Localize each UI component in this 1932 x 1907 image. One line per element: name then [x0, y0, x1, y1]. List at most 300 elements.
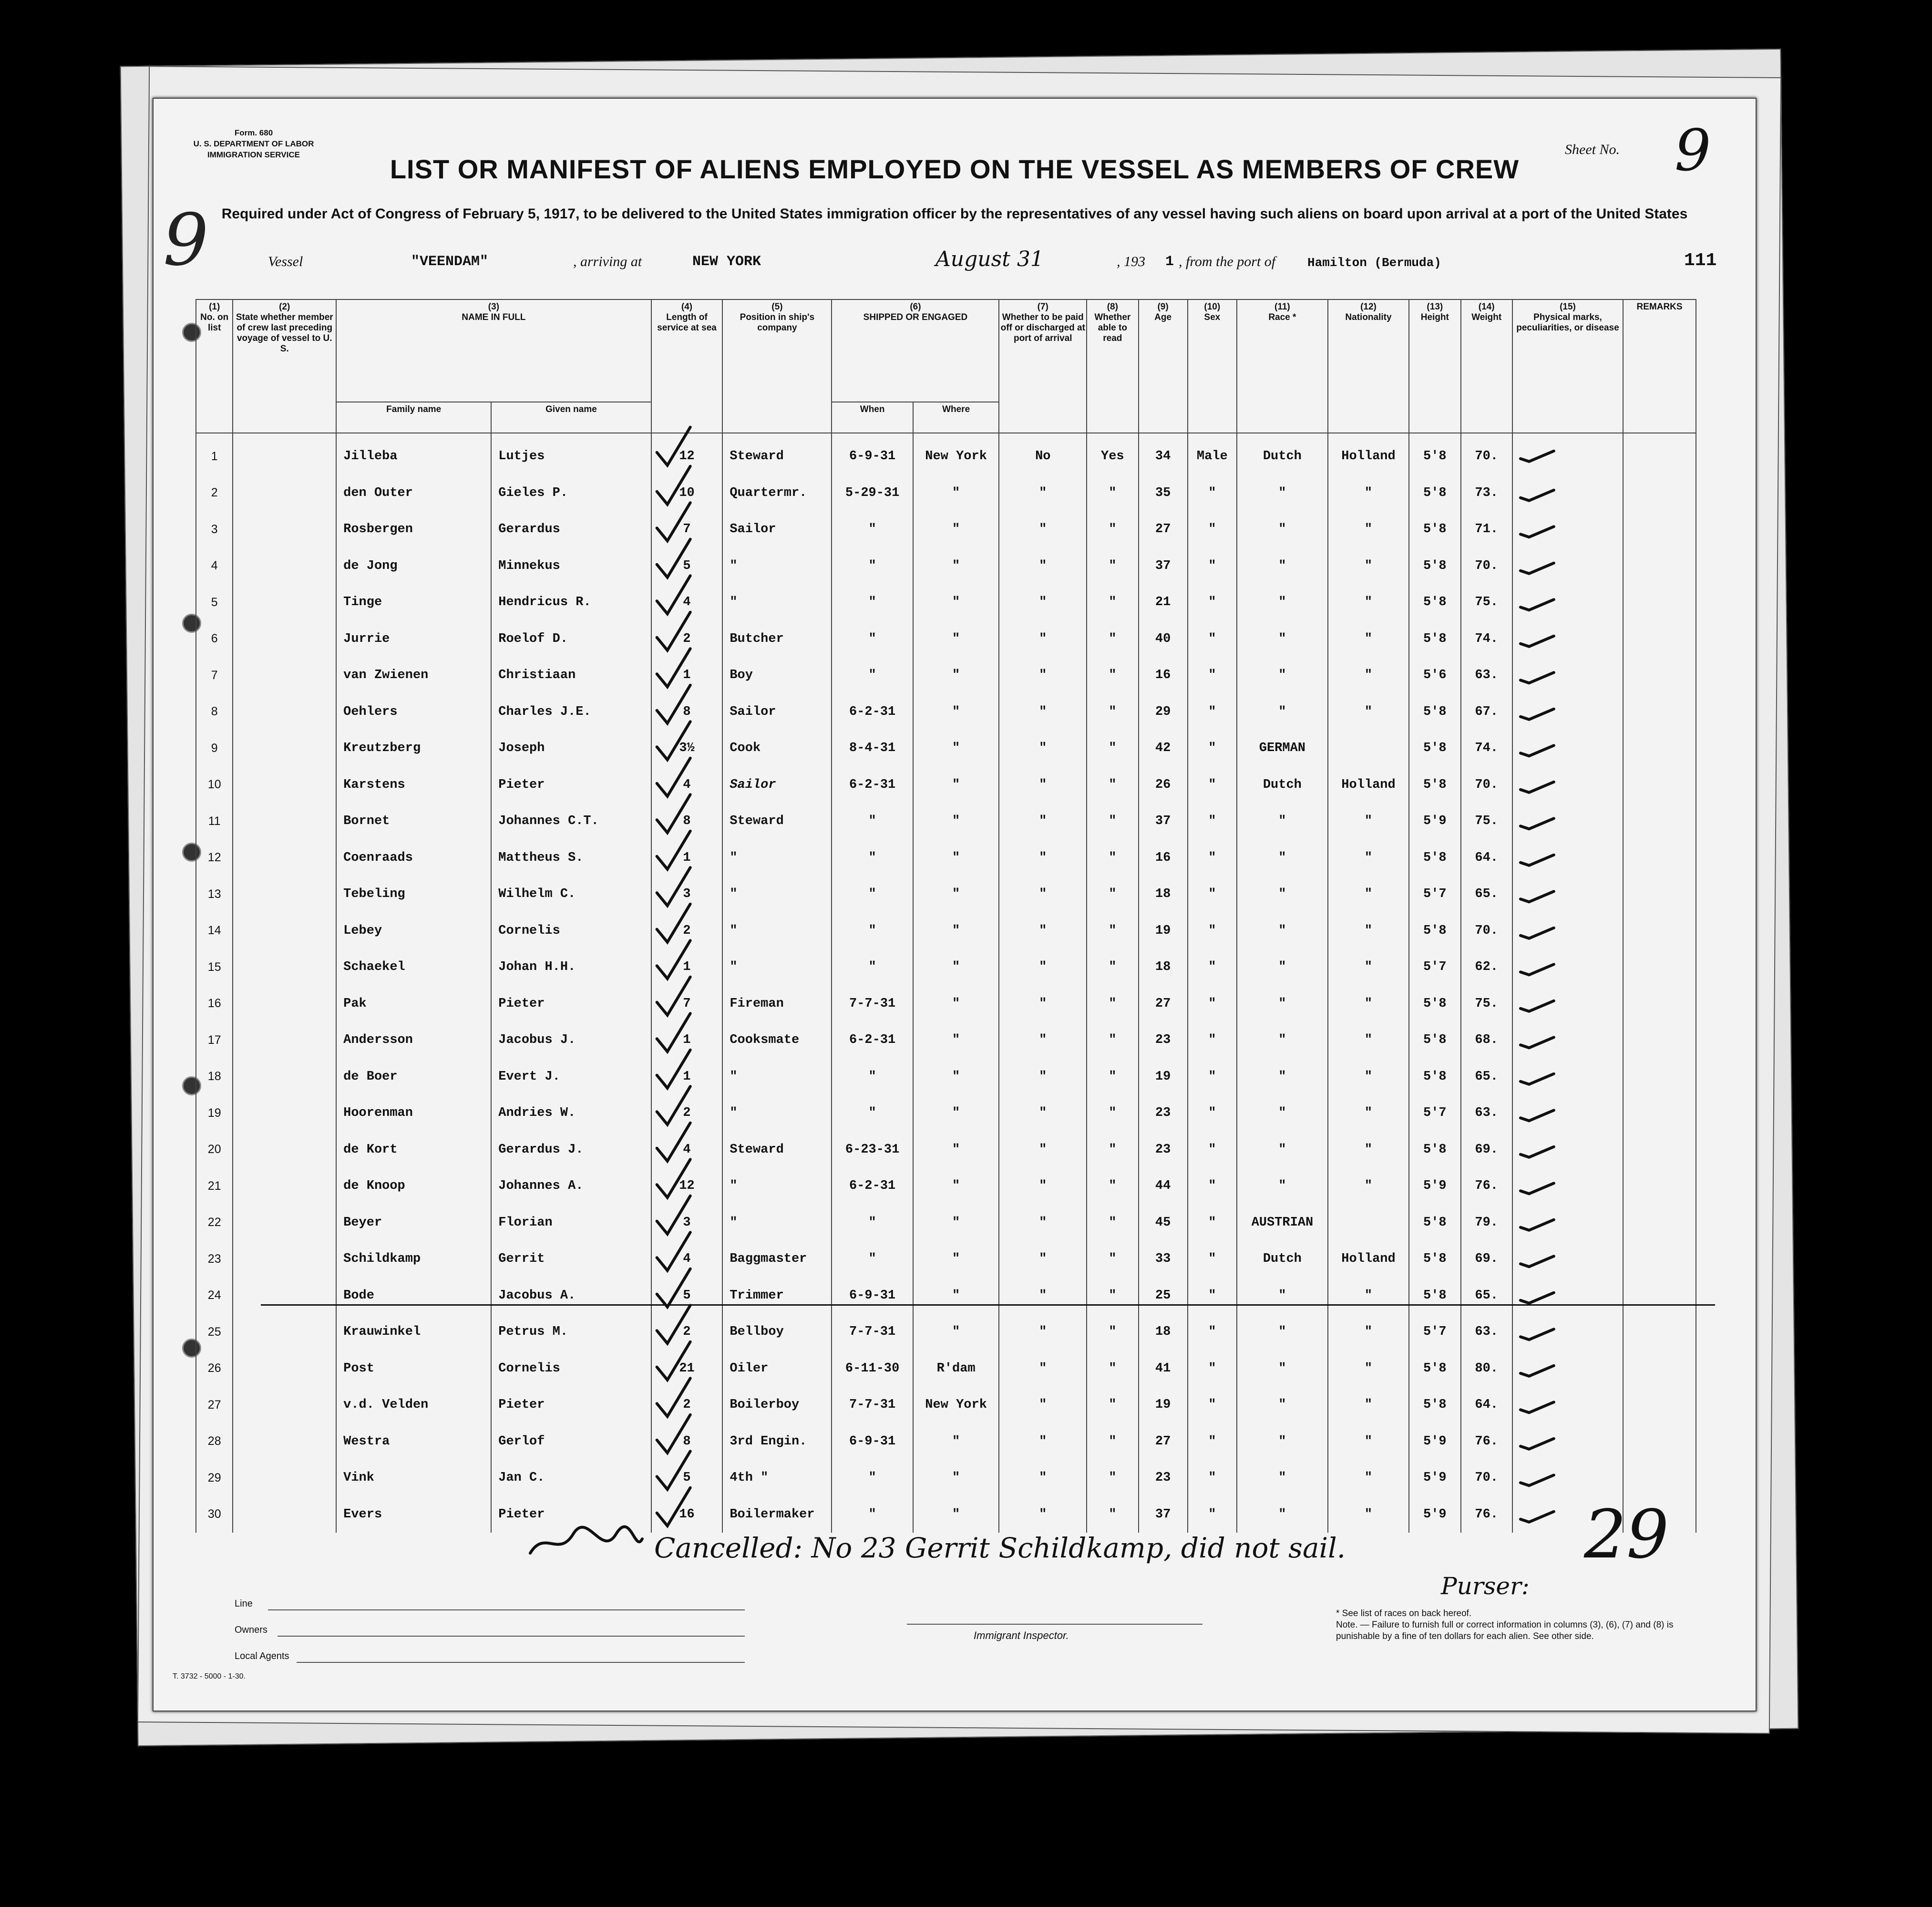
cell-position: Baggmaster	[722, 1241, 832, 1278]
cell-paid: "	[999, 1132, 1087, 1168]
cell-position: Boilermaker	[722, 1496, 832, 1533]
cell-family: v.d. Velden	[336, 1387, 491, 1423]
header-position: (5) Position in ship's company	[722, 299, 832, 433]
tick-mark	[1521, 818, 1554, 829]
check-mark	[657, 867, 690, 906]
check-mark	[657, 685, 690, 723]
cell-race: "	[1237, 1350, 1328, 1387]
cell-height: 5'9	[1409, 1168, 1460, 1205]
tick-mark	[1521, 599, 1554, 610]
cell-family: Hoorenman	[336, 1095, 491, 1132]
cell-read: "	[1087, 548, 1138, 585]
cell-family: Krauwinkel	[336, 1314, 491, 1350]
cell-race: "	[1237, 1095, 1328, 1132]
cell-height: 5'8	[1409, 1241, 1460, 1278]
cell-paid: "	[999, 511, 1087, 548]
sheet-number: 9	[1675, 118, 1711, 184]
cell-paid: "	[999, 730, 1087, 767]
cell-no: 2	[196, 475, 233, 512]
tick-mark	[1521, 490, 1554, 501]
cell-family: Tebeling	[336, 876, 491, 913]
cell-weight: 70.	[1461, 548, 1512, 585]
cell-given: Pieter	[491, 1387, 651, 1423]
cell-no: 11	[196, 803, 233, 840]
cell-no: 7	[196, 657, 233, 694]
cell-race: "	[1237, 548, 1328, 585]
cell-where: "	[913, 511, 999, 548]
cell-read: "	[1087, 1205, 1138, 1241]
check-mark	[657, 576, 690, 614]
cell-age: 18	[1139, 876, 1188, 913]
cell-nationality: "	[1328, 1168, 1409, 1205]
cell-read: "	[1087, 840, 1138, 876]
cell-family: de Kort	[336, 1132, 491, 1168]
cell-read: "	[1087, 1423, 1138, 1460]
cell-sex: "	[1188, 1423, 1237, 1460]
cell-given: Evert J.	[491, 1059, 651, 1095]
cell-paid: "	[999, 840, 1087, 876]
cell-paid: "	[999, 1423, 1087, 1460]
cell-given: Gerardus J.	[491, 1132, 651, 1168]
cell-sex: "	[1188, 1278, 1237, 1314]
cell-service: 12	[651, 433, 723, 475]
cell-nationality: "	[1328, 840, 1409, 876]
cell-service: 2	[651, 1095, 723, 1132]
cell-age: 37	[1139, 1496, 1188, 1533]
check-mark	[657, 1232, 690, 1270]
cell-height: 5'7	[1409, 1095, 1460, 1132]
cell-position: Steward	[722, 803, 832, 840]
cell-paid: "	[999, 657, 1087, 694]
cell-service: 1	[651, 949, 723, 986]
cell-weight: 76.	[1461, 1496, 1512, 1533]
cell-when: "	[832, 803, 913, 840]
form-department: U. S. DEPARTMENT OF LABOR	[193, 139, 314, 148]
cell-position: "	[722, 1059, 832, 1095]
cell-given: Joseph	[491, 730, 651, 767]
cell-weight: 73.	[1461, 475, 1512, 512]
cell-sex: "	[1188, 1205, 1237, 1241]
cell-when: 6-9-31	[832, 1278, 913, 1314]
cell-read: "	[1087, 1241, 1138, 1278]
cell-no: 10	[196, 767, 233, 804]
tick-mark	[1521, 1110, 1554, 1121]
cell-no: 29	[196, 1460, 233, 1496]
from-label: , from the port of	[1179, 254, 1276, 269]
cell-weight: 65.	[1461, 876, 1512, 913]
cell-nationality: "	[1328, 1095, 1409, 1132]
cell-given: Cornelis	[491, 913, 651, 949]
margin-mark: 9	[163, 199, 209, 282]
header-paid-off: (7) Whether to be paid off or discharged at port of arrival	[999, 299, 1087, 433]
cell-family: Vink	[336, 1460, 491, 1496]
cell-read: "	[1087, 1022, 1138, 1059]
requirement-text: Required under Act of Congress of February 5, 1917, to be delivered to the United States immigration officer by the representatives of any vessel having such aliens on board upon arrival at a port of the United States	[221, 206, 1688, 222]
inspector-rule	[907, 1624, 1202, 1625]
line-rule	[268, 1609, 745, 1610]
cell-no: 1	[196, 433, 233, 475]
cell-when: 6-2-31	[832, 1168, 913, 1205]
cell-sex: "	[1188, 986, 1237, 1022]
cell-age: 23	[1139, 1132, 1188, 1168]
cell-position: Butcher	[722, 621, 832, 658]
page-title: LIST OR MANIFEST OF ALIENS EMPLOYED ON THE VESSEL AS MEMBERS OF CREW	[390, 154, 1520, 184]
cell-read: "	[1087, 584, 1138, 621]
cell-when: "	[832, 657, 913, 694]
cell-position: "	[722, 1205, 832, 1241]
cell-read: "	[1087, 657, 1138, 694]
cell-service: 3	[651, 876, 723, 913]
cell-race: "	[1237, 876, 1328, 913]
cell-race: GERMAN	[1237, 730, 1328, 767]
cell-given: Jan C.	[491, 1460, 651, 1496]
cell-paid: "	[999, 767, 1087, 804]
cell-nationality: "	[1328, 1387, 1409, 1423]
tick-mark	[1521, 563, 1554, 574]
check-mark	[657, 503, 690, 541]
tick-mark	[1521, 1183, 1554, 1194]
form-number: Form. 680	[234, 128, 273, 137]
header-family-name: Family name	[336, 402, 491, 433]
cell-given: Gerlof	[491, 1423, 651, 1460]
cell-when: 6-2-31	[832, 767, 913, 804]
cell-family: Kreutzberg	[336, 730, 491, 767]
cell-race: "	[1237, 694, 1328, 731]
cell-race: "	[1237, 840, 1328, 876]
cell-paid: "	[999, 986, 1087, 1022]
cell-read: "	[1087, 1059, 1138, 1095]
cell-given: Gerrit	[491, 1241, 651, 1278]
check-mark	[657, 1342, 690, 1380]
cell-read: "	[1087, 730, 1138, 767]
cell-when: "	[832, 621, 913, 658]
cell-family: Lebey	[336, 913, 491, 949]
cell-age: 25	[1139, 1278, 1188, 1314]
cell-where: "	[913, 694, 999, 731]
cell-where: "	[913, 1241, 999, 1278]
check-mark	[657, 1415, 690, 1453]
cell-where: "	[913, 1022, 999, 1059]
cell-family: Westra	[336, 1423, 491, 1460]
cell-race: "	[1237, 913, 1328, 949]
cell-given: Christiaan	[491, 657, 651, 694]
tick-mark	[1521, 1293, 1554, 1303]
cell-no: 21	[196, 1168, 233, 1205]
agents-label: Local Agents	[235, 1651, 289, 1661]
cell-read: "	[1087, 1314, 1138, 1350]
cell-read: Yes	[1087, 433, 1138, 475]
cell-nationality: "	[1328, 584, 1409, 621]
cell-no: 3	[196, 511, 233, 548]
tick-mark	[1521, 782, 1554, 793]
cell-given: Johan H.H.	[491, 949, 651, 986]
cell-age: 40	[1139, 621, 1188, 658]
cell-race: "	[1237, 621, 1328, 658]
cell-no: 19	[196, 1095, 233, 1132]
sheet-label: Sheet No.	[1565, 142, 1620, 157]
cell-sex: "	[1188, 694, 1237, 731]
cell-sex: "	[1188, 1460, 1237, 1496]
cell-position: "	[722, 840, 832, 876]
tick-mark	[1521, 636, 1554, 647]
cell-nationality: "	[1328, 1496, 1409, 1533]
cell-position: Steward	[722, 1132, 832, 1168]
cell-given: Jacobus J.	[491, 1022, 651, 1059]
cell-service: 12	[651, 1168, 723, 1205]
cell-service: 1	[651, 840, 723, 876]
cell-paid: "	[999, 548, 1087, 585]
tick-mark	[1521, 1402, 1554, 1412]
cell-given: Jacobus A.	[491, 1278, 651, 1314]
cell-nationality: "	[1328, 803, 1409, 840]
check-mark	[657, 1269, 690, 1307]
cell-where: "	[913, 584, 999, 621]
cell-age: 19	[1139, 1059, 1188, 1095]
cell-paid: "	[999, 1460, 1087, 1496]
cell-weight: 69.	[1461, 1241, 1512, 1278]
cell-read: "	[1087, 511, 1138, 548]
cell-when: 5-29-31	[832, 475, 913, 512]
cell-weight: 70.	[1461, 1460, 1512, 1496]
cell-height: 5'9	[1409, 1423, 1460, 1460]
cell-paid: "	[999, 584, 1087, 621]
cell-given: Minnekus	[491, 548, 651, 585]
cell-race: "	[1237, 584, 1328, 621]
check-mark	[657, 539, 690, 577]
cell-service: 2	[651, 913, 723, 949]
cell-weight: 65.	[1461, 1278, 1512, 1314]
cell-service: 1	[651, 657, 723, 694]
cell-where: "	[913, 1460, 999, 1496]
cell-paid: "	[999, 1387, 1087, 1423]
line-label: Line	[235, 1598, 253, 1609]
cell-where: R'dam	[913, 1350, 999, 1387]
cell-sex: "	[1188, 475, 1237, 512]
cell-when: "	[832, 511, 913, 548]
cell-weight: 63.	[1461, 1314, 1512, 1350]
cell-height: 5'7	[1409, 876, 1460, 913]
cell-position: Sailor	[722, 767, 832, 804]
header-no: (1) No. on list	[196, 299, 233, 433]
cell-paid: "	[999, 876, 1087, 913]
cell-weight: 80.	[1461, 1350, 1512, 1387]
cell-no: 22	[196, 1205, 233, 1241]
cell-nationality: "	[1328, 1314, 1409, 1350]
cell-where: "	[913, 1168, 999, 1205]
check-mark	[657, 1050, 690, 1088]
cell-age: 18	[1139, 1314, 1188, 1350]
cell-when: "	[832, 1496, 913, 1533]
cell-height: 5'8	[1409, 1387, 1460, 1423]
header-height: (13) Height	[1409, 299, 1460, 433]
header-weight: (14) Weight	[1461, 299, 1512, 433]
cell-height: 5'6	[1409, 657, 1460, 694]
cell-paid: "	[999, 1059, 1087, 1095]
cell-sex: "	[1188, 876, 1237, 913]
check-mark	[657, 1378, 690, 1416]
cell-nationality: "	[1328, 475, 1409, 512]
check-mark	[657, 794, 690, 833]
cell-read: "	[1087, 876, 1138, 913]
cell-where: "	[913, 803, 999, 840]
cell-given: Petrus M.	[491, 1314, 651, 1350]
cell-position: 3rd Engin.	[722, 1423, 832, 1460]
cell-paid: "	[999, 1168, 1087, 1205]
cell-nationality: "	[1328, 1022, 1409, 1059]
cell-no: 27	[196, 1387, 233, 1423]
cell-weight: 79.	[1461, 1205, 1512, 1241]
cell-no: 16	[196, 986, 233, 1022]
cell-read: "	[1087, 767, 1138, 804]
cell-age: 33	[1139, 1241, 1188, 1278]
cell-height: 5'8	[1409, 475, 1460, 512]
cell-sex: "	[1188, 1168, 1237, 1205]
cell-paid: "	[999, 803, 1087, 840]
cell-position: Trimmer	[722, 1278, 832, 1314]
cell-given: Andries W.	[491, 1095, 651, 1132]
cell-service: 8	[651, 694, 723, 731]
cell-service: 5	[651, 1460, 723, 1496]
cell-service: 7	[651, 986, 723, 1022]
cell-paid: No	[999, 433, 1087, 475]
cell-race: "	[1237, 1132, 1328, 1168]
tick-mark	[1521, 1147, 1554, 1157]
cell-sex: "	[1188, 584, 1237, 621]
cell-weight: 63.	[1461, 657, 1512, 694]
inspector-label: Immigrant Inspector.	[974, 1629, 1069, 1641]
cell-sex: Male	[1188, 433, 1237, 475]
cell-paid: "	[999, 949, 1087, 986]
cell-when: 6-2-31	[832, 694, 913, 731]
tick-mark	[1521, 1256, 1554, 1267]
cell-paid: "	[999, 475, 1087, 512]
cell-service: 8	[651, 1423, 723, 1460]
cell-nationality: "	[1328, 621, 1409, 658]
cell-nationality: "	[1328, 657, 1409, 694]
cell-nationality: "	[1328, 1278, 1409, 1314]
cell-no: 18	[196, 1059, 233, 1095]
cell-where: New York	[913, 1387, 999, 1423]
cell-read: "	[1087, 1350, 1138, 1387]
cell-family: van Zwienen	[336, 657, 491, 694]
penalty-note: Note. — Failure to furnish full or correct information in columns (3), (6), (7) and (8) is punishable by a fine of ten dollars for each alien. See other side.	[1336, 1620, 1674, 1641]
header-where: Where	[913, 402, 999, 433]
cell-race: "	[1237, 1460, 1328, 1496]
cell-given: Gerardus	[491, 511, 651, 548]
header-sex: (10) Sex	[1188, 299, 1237, 433]
tick-mark	[1521, 964, 1554, 975]
cell-sex: "	[1188, 949, 1237, 986]
cell-paid: "	[999, 1278, 1087, 1314]
cell-when: "	[832, 913, 913, 949]
cell-given: Pieter	[491, 1496, 651, 1533]
cell-height: 5'9	[1409, 1496, 1460, 1533]
cell-no: 8	[196, 694, 233, 731]
cell-read: "	[1087, 949, 1138, 986]
cell-nationality: Holland	[1328, 767, 1409, 804]
cell-family: Beyer	[336, 1205, 491, 1241]
cell-height: 5'8	[1409, 511, 1460, 548]
cell-paid: "	[999, 1241, 1087, 1278]
cell-when: "	[832, 548, 913, 585]
cell-no: 12	[196, 840, 233, 876]
check-mark	[657, 427, 690, 465]
page-count: 111	[1684, 250, 1717, 271]
cell-given: Cornelis	[491, 1350, 651, 1387]
cell-no: 15	[196, 949, 233, 986]
cell-sex: "	[1188, 1314, 1237, 1350]
cell-position: Boilerboy	[722, 1387, 832, 1423]
cell-no: 30	[196, 1496, 233, 1533]
cell-race: Dutch	[1237, 1241, 1328, 1278]
cell-race: "	[1237, 1168, 1328, 1205]
cell-when: "	[832, 1460, 913, 1496]
cell-family: Andersson	[336, 1022, 491, 1059]
cell-age: 34	[1139, 433, 1188, 475]
cell-height: 5'8	[1409, 433, 1460, 475]
cell-weight: 69.	[1461, 1132, 1512, 1168]
cell-nationality: "	[1328, 1423, 1409, 1460]
cell-service: 2	[651, 1314, 723, 1350]
cell-no: 25	[196, 1314, 233, 1350]
cell-sex: "	[1188, 1241, 1237, 1278]
cell-position: "	[722, 949, 832, 986]
cell-paid: "	[999, 1496, 1087, 1533]
arriving-label: , arriving at	[573, 254, 642, 269]
cell-nationality: "	[1328, 694, 1409, 731]
cell-read: "	[1087, 913, 1138, 949]
tick-mark	[1521, 1220, 1554, 1230]
cell-position: "	[722, 1095, 832, 1132]
cell-read: "	[1087, 1460, 1138, 1496]
cell-age: 23	[1139, 1460, 1188, 1496]
cell-when: 6-9-31	[832, 433, 913, 475]
cell-family: Bornet	[336, 803, 491, 840]
cell-family: de Jong	[336, 548, 491, 585]
arrival-port: NEW YORK	[692, 254, 761, 270]
cell-sex: "	[1188, 1350, 1237, 1387]
cell-age: 16	[1139, 840, 1188, 876]
cell-paid: "	[999, 1314, 1087, 1350]
cell-no: 5	[196, 584, 233, 621]
cell-family: Coenraads	[336, 840, 491, 876]
cell-no: 23	[196, 1241, 233, 1278]
header-shipped: (6) SHIPPED OR ENGAGED	[832, 299, 999, 402]
cell-position: "	[722, 548, 832, 585]
tick-mark	[1521, 709, 1554, 720]
cell-when: "	[832, 840, 913, 876]
cell-height: 5'7	[1409, 1314, 1460, 1350]
cell-where: "	[913, 475, 999, 512]
cell-given: Johannes A.	[491, 1168, 651, 1205]
cell-sex: "	[1188, 767, 1237, 804]
cell-read: "	[1087, 621, 1138, 658]
cell-race: "	[1237, 657, 1328, 694]
cell-where: "	[913, 767, 999, 804]
cell-where: "	[913, 1423, 999, 1460]
cell-given: Gieles P.	[491, 475, 651, 512]
cell-where: "	[913, 840, 999, 876]
tick-mark	[1521, 855, 1554, 866]
cell-family: Schaekel	[336, 949, 491, 986]
cell-weight: 64.	[1461, 840, 1512, 876]
cell-when: 6-11-30	[832, 1350, 913, 1387]
cell-no: 6	[196, 621, 233, 658]
owners-rule	[277, 1636, 745, 1637]
cell-when: "	[832, 1095, 913, 1132]
cell-position: Cooksmate	[722, 1022, 832, 1059]
cell-weight: 62.	[1461, 949, 1512, 986]
